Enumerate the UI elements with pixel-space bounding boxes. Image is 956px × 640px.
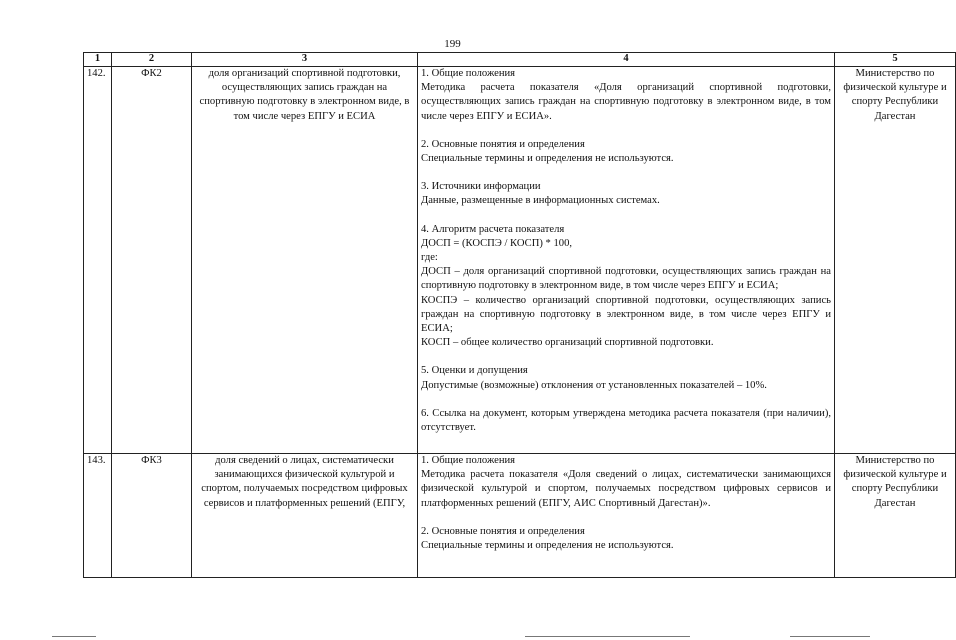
row-number: 142. [84,67,112,454]
header-col-1: 1 [84,53,112,67]
section-heading: 2. Основные понятия и определения [421,525,585,537]
section-text: Специальные термины и определения не используются. [421,153,674,165]
formula-where: где: [421,252,438,264]
methodology-cell [418,67,835,454]
responsible-ministry: Министерство по физической культуре и спорту Республики Дагестан [835,454,956,578]
section-heading: 6. Ссылка на документ, которым утверждена методика расчета показателя (при наличии), отсутствует. [421,407,831,434]
header-col-5: 5 [835,53,956,67]
responsible-ministry: Министерство по физической культуре и спорту Республики Дагестан [835,67,956,454]
section-text: Специальные термины и определения не используются. [421,540,674,552]
header-col-2: 2 [112,53,192,67]
formula-term-dosp: ДОСП – доля организаций спортивной подготовки, осуществляющих запись граждан на спортивную подготовку в электронном виде, в том числе через ЕПГУ и ЕСИА; [421,266,831,292]
table-row [84,454,956,578]
indicator-name: доля организаций спортивной подготовки, осуществляющих запись граждан на спортивную подготовку в электронном виде, в том числе через ЕПГУ и ЕСИА [192,67,418,454]
section-heading: 1. Общие положения [421,455,516,466]
table-row [84,67,956,454]
section-text: Данные, размещенные в информационных системах. [421,195,660,207]
indicator-name: доля сведений о лицах, систематически занимающихся физической культурой и спортом, получаемых посредством цифровых сервисов и платформенных решений (ЕПГУ, [192,454,418,578]
section-text: Допустимые (возможные) отклонения от установленных показателей – 10%. [421,379,767,391]
header-row [84,53,956,67]
footer-rule-mid [525,636,690,637]
section-heading: 4. Алгоритм расчета показателя [421,223,565,235]
formula-term-kospe: КОСПЭ – количество организаций спортивной подготовки, осуществляющих запись граждан на спортивную подготовку в электронном виде, в том числе через ЕПГУ и ЕСИА; [421,294,831,335]
section-heading: 5. Оценки и допущения [421,365,528,377]
section-text: Методика расчета показателя «Доля организаций спортивной подготовки, осуществляющих запись граждан на спортивную подготовку в электронном виде, в том числе через ЕПГУ и ЕСИА». [421,82,831,122]
section-text: Методика расчета показателя «Доля сведений о лицах, систематически занимающихся физической культурой и спортом, получаемых посредством цифровых сервисов и платформенных решений (ЕПГУ, АИС Спортивный Дагестан)». [421,469,831,509]
section-heading: 3. Источники информации [421,181,541,193]
row-number: 143. [84,454,112,578]
header-col-3: 3 [192,53,418,67]
indicator-code: ФК3 [112,454,192,578]
footer-rule-right [790,636,870,637]
page-number: 199 [444,38,461,50]
header-col-4: 4 [418,53,835,67]
formula-term-kosp: КОСП – общее количество организаций спортивной подготовки. [421,337,714,349]
indicator-code: ФК2 [112,67,192,454]
indicator-table [83,52,956,578]
section-heading: 1. Общие положения [421,68,516,79]
footer-rule-left [52,636,96,637]
methodology-cell [418,454,835,578]
section-heading: 2. Основные понятия и определения [421,138,585,150]
formula: ДОСП = (КОСПЭ / КОСП) * 100, [421,237,573,249]
